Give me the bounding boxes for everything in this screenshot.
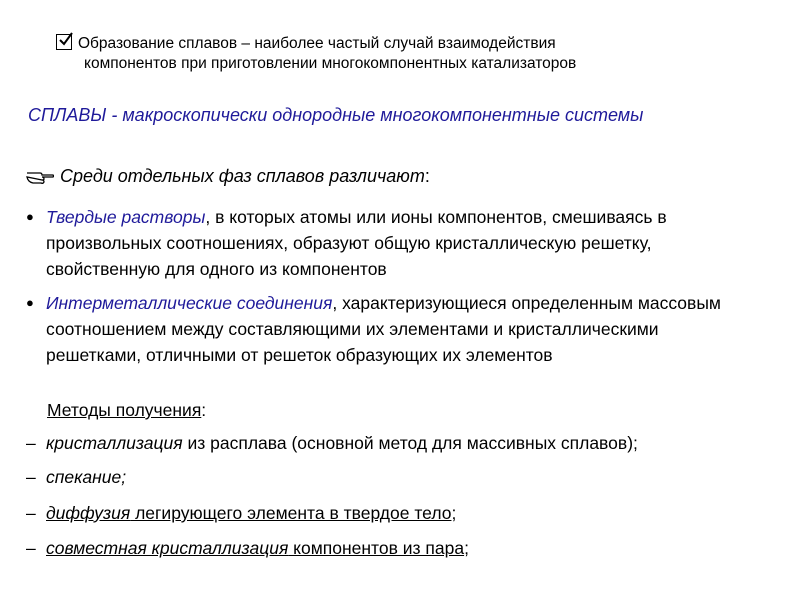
header-line-1-text: Образование сплавов – наиболее частый случай взаимодействия bbox=[78, 35, 556, 52]
dash-icon: – bbox=[26, 467, 36, 487]
checkbox-checked-icon bbox=[56, 34, 72, 50]
method-text: компонентов из пара bbox=[288, 538, 465, 558]
header bbox=[56, 34, 576, 74]
bullet-text-line-2: соотношением между составляющими их элементами и кристаллическими bbox=[46, 319, 659, 339]
bullet-item bbox=[26, 290, 721, 368]
method-term: диффузия bbox=[46, 503, 131, 523]
bullet-term: Твердые растворы bbox=[46, 207, 206, 227]
methods-title-text: Методы получения bbox=[47, 400, 202, 420]
method-item bbox=[26, 503, 456, 524]
dash-icon: – bbox=[26, 503, 36, 523]
method-item bbox=[26, 433, 638, 454]
bullet-dot-icon: ● bbox=[26, 209, 34, 224]
intro-suffix: : bbox=[424, 166, 430, 186]
intro-text: Среди отдельных фаз сплавов различают bbox=[60, 166, 425, 186]
methods-title bbox=[47, 400, 206, 421]
method-item bbox=[26, 467, 126, 488]
bullet-text-line-2: произвольных соотношениях, образуют общую кристаллическую решетку, bbox=[46, 233, 652, 253]
method-end: ; bbox=[464, 538, 469, 558]
bullet-item bbox=[26, 204, 667, 282]
bullet-term: Интерметаллические соединения bbox=[46, 293, 333, 313]
header-line-2: компонентов при приготовлении многокомпонентных катализаторов bbox=[84, 55, 577, 72]
bullet-text: , характеризующиеся определенным массовым bbox=[332, 293, 721, 313]
definition: СПЛАВЫ - макроскопически однородные многокомпонентные системы bbox=[28, 105, 644, 125]
method-term: совместная кристаллизация bbox=[46, 538, 289, 558]
pointing-hand-icon bbox=[26, 167, 54, 190]
dash-icon: – bbox=[26, 433, 36, 453]
method-end: ; bbox=[451, 503, 457, 523]
bullet-text-line-3: решетками, отличными от решеток образующих их элементов bbox=[46, 345, 553, 365]
method-term: спекание; bbox=[46, 467, 127, 487]
method-item bbox=[26, 538, 469, 559]
header-line-1 bbox=[56, 34, 576, 54]
method-text: легирующего элемента в твердое тело bbox=[130, 503, 452, 523]
method-term: кристаллизация bbox=[46, 433, 183, 453]
intro bbox=[26, 166, 430, 190]
bullet-text: , в которых атомы или ионы компонентов, смешиваясь в bbox=[205, 207, 667, 227]
bullet-dot-icon: ● bbox=[26, 295, 34, 310]
methods-title-suffix: : bbox=[201, 400, 207, 420]
method-text: из расплава (основной метод для массивных сплавов); bbox=[182, 433, 638, 453]
dash-icon: – bbox=[26, 538, 36, 558]
bullet-text-line-3: свойственную для одного из компонентов bbox=[46, 259, 387, 279]
